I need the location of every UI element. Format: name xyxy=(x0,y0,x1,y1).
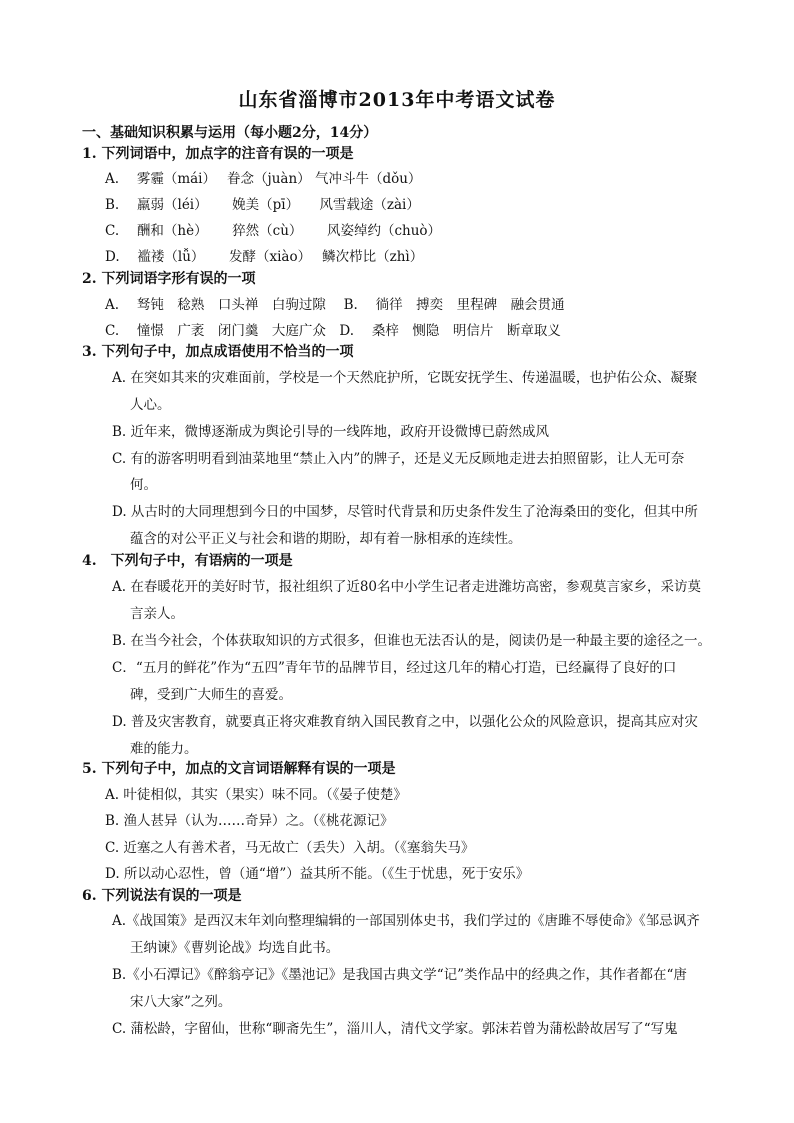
question-2-options-ab: A. 驽钝 稔熟 口头禅 白驹过隙 B. 徜徉 搏奕 里程碑 融会贯通 xyxy=(105,297,565,313)
question-2-options-cd: C. 憧憬 广袤 闭门羹 大庭广众 D. 桑梓 恻隐 明信片 断章取义 xyxy=(105,323,561,339)
question-3-option-d: D. 从古时的大同理想到今日的中国梦，尽管时代背景和历史条件发生了沧海桑田的变化，但其中所 xyxy=(112,504,698,520)
question-4-option-a: A. 在春暖花开的美好时节，报社组织了近80名中小学生记者走进潍坊高密，参观莫言家乡，采访莫 xyxy=(112,579,702,595)
section-heading: 一、基础知识积累与运用（每小题2分，14分） xyxy=(82,125,378,141)
question-4-option-d-cont: 难的能力。 xyxy=(130,741,198,757)
question-6-option-c: C. 蒲松龄，字留仙，世称“聊斋先生”，淄川人，清代文学家。郭沫若曾为蒲松龄故居写了“写鬼 xyxy=(112,1021,678,1037)
question-4-option-b: B. 在当今社会，个体获取知识的方式很多，但谁也无法否认的是，阅读仍是一种最主要的途径之一。 xyxy=(112,633,712,649)
question-6-stem: 6. 下列说法有误的一项是 xyxy=(82,888,242,904)
question-6-option-a-cont: 王纳谏》《曹刿论战》均选自此书。 xyxy=(130,940,340,956)
question-1-option-a: A. 雾霾（mái） 眷念（juàn） 气冲斗牛（dǒu） xyxy=(105,171,422,187)
question-3-option-b: B. 近年来，微博逐渐成为舆论引导的一线阵地，政府开设微博已蔚然成风 xyxy=(112,424,550,440)
question-5-option-b: B. 渔人甚异（认为……奇异）之。（《桃花源记》 xyxy=(105,813,394,829)
question-5-option-c: C. 近塞之人有善术者，马无故亡（丢失）入胡。（《塞翁失马》 xyxy=(105,840,475,856)
question-5-option-a: A. 叶徒相似，其实（果实）味不同。（《晏子使楚》 xyxy=(105,787,407,803)
question-4-option-c: C．“五月的鲜花”作为“五四”青年节的品牌节目，经过这几年的精心打造，已经赢得了良好的口 xyxy=(112,660,677,676)
question-4-option-a-cont: 言亲人。 xyxy=(130,606,184,622)
question-6-option-b-cont: 宋八大家”之列。 xyxy=(130,994,232,1010)
question-2-stem: 2. 下列词语字形有误的一项 xyxy=(82,271,256,287)
question-3-option-a: A. 在突如其来的灾难面前，学校是一个天然庇护所，它既安抚学生、传递温暖，也护佑公众、凝聚 xyxy=(112,370,698,386)
question-6-option-a: A.《战国策》是西汉末年刘向整理编辑的一部国别体史书，我们学过的《唐雎不辱使命》《邹忌讽齐 xyxy=(112,913,700,929)
question-5-option-d: D. 所以动心忍性，曾（通“增”）益其所不能。（《生于忧患，死于安乐》 xyxy=(105,866,530,882)
question-1-option-c: C. 酬和（hè） 猝然（cù） 风姿绰约（chuò） xyxy=(105,223,442,239)
question-4-option-c-cont: 碑，受到广大师生的喜爱。 xyxy=(130,687,292,703)
question-1-stem: 1. 下列词语中，加点字的注音有误的一项是 xyxy=(82,146,354,162)
question-1-option-d: D. 褴褛（lǚ） 发酵（xiào） 鳞次栉比（zhì） xyxy=(105,249,424,265)
question-3-stem: 3. 下列句子中，加点成语使用不恰当的一项 xyxy=(82,344,354,360)
question-4-stem: 4. 下列句子中，有语病的一项是 xyxy=(82,553,293,569)
question-3-option-d-cont: 蕴含的对公平正义与社会和谐的期盼，却有着一脉相承的连续性。 xyxy=(130,531,522,547)
question-3-option-c-cont: 何。 xyxy=(130,477,157,493)
question-4-option-d: D. 普及灾害教育，就要真正将灾难教育纳入国民教育之中，以强化公众的风险意识，提高其应对灾 xyxy=(112,714,698,730)
question-6-option-b: B.《小石潭记》《醉翁亭记》《墨池记》是我国古典文学“记”类作品中的经典之作，其作者都在“唐 xyxy=(112,967,687,983)
question-3-option-a-cont: 人心。 xyxy=(130,397,171,413)
question-3-option-c: C. 有的游客明明看到油菜地里“禁止入内”的牌子，还是义无反顾地走进去拍照留影，让人无可奈 xyxy=(112,451,685,467)
exam-title: 山东省淄博市2013年中考语文试卷 xyxy=(238,89,556,111)
question-1-option-b: B. 羸弱（léi） 娩美（pī） 风雪载途（zài） xyxy=(105,197,420,213)
question-5-stem: 5. 下列句子中，加点的文言词语解释有误的一项是 xyxy=(82,761,396,777)
